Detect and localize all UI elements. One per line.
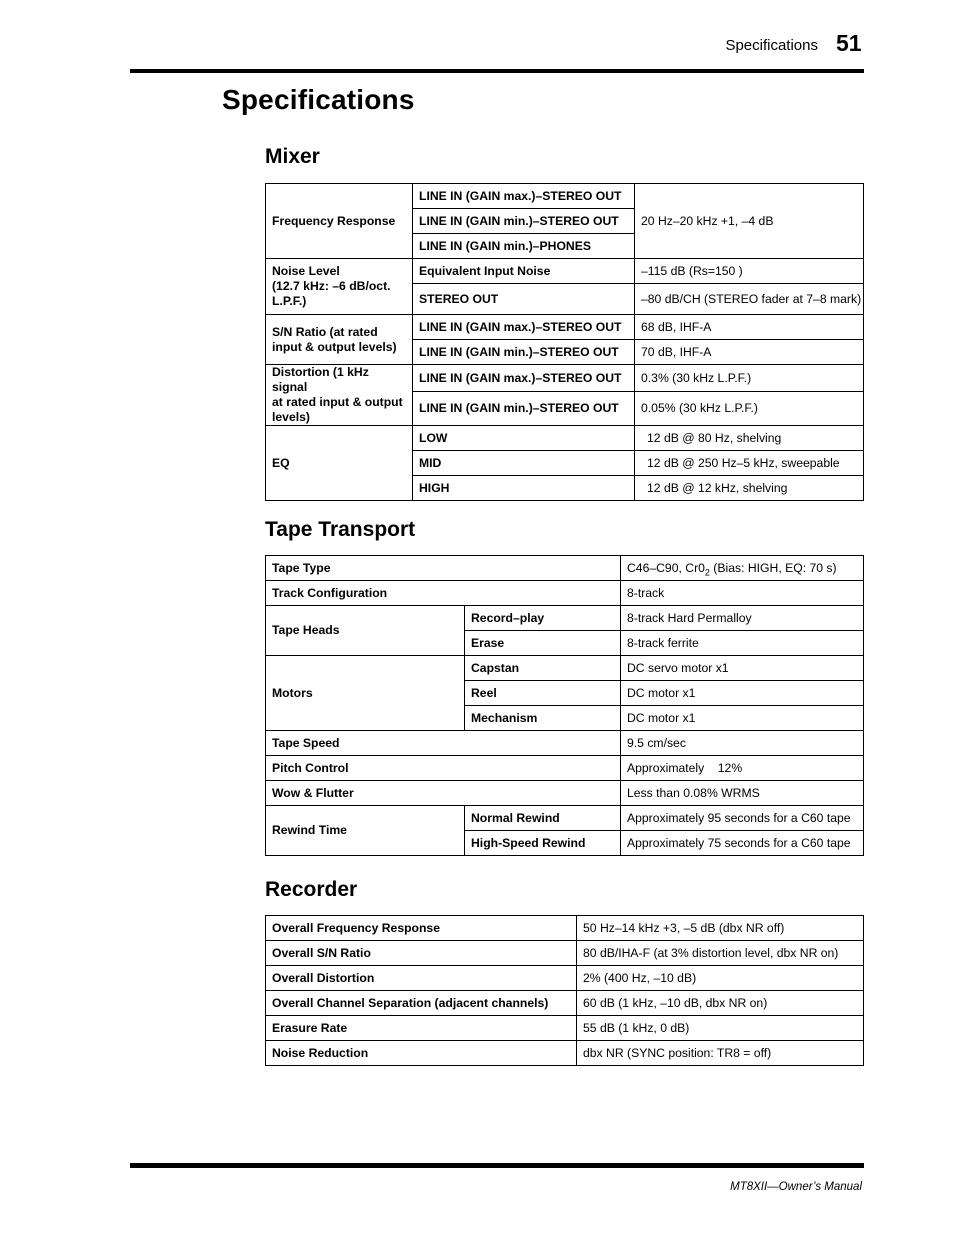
recorder-spec-label: Noise Reduction [266,1041,577,1066]
mixer-eq-value: 12 dB @ 80 Hz, shelving [635,426,864,451]
recorder-spec-label: Overall Frequency Response [266,916,577,941]
motors-item: Capstan [465,656,621,681]
recorder-spec-value: 60 dB (1 kHz, –10 dB, dbx NR on) [577,991,864,1016]
recorder-spec-value: 55 dB (1 kHz, 0 dB) [577,1016,864,1041]
recorder-spec-label: Overall Distortion [266,966,577,991]
motors-value: DC servo motor x1 [621,656,864,681]
tape-type-label: Tape Type [266,556,621,581]
mixer-distortion-value: 0.3% (30 kHz L.P.F.) [635,365,864,392]
tape-speed-label: Tape Speed [266,731,621,756]
mixer-sn-value: 70 dB, IHF-A [635,340,864,365]
running-header-title: Specifications [725,37,818,54]
mixer-eq-band: MID [413,451,635,476]
motors-item: Reel [465,681,621,706]
mixer-sn-label: S/N Ratio (at rated input & output levels) [266,315,413,365]
wow-flutter-value: Less than 0.08% WRMS [621,781,864,806]
mixer-noise-value: –115 dB (Rs=150 ) [635,259,864,284]
mixer-distortion-condition: LINE IN (GAIN min.)–STEREO OUT [413,392,635,426]
recorder-spec-value: dbx NR (SYNC position: TR8 = off) [577,1041,864,1066]
motors-value: DC motor x1 [621,706,864,731]
motors-value: DC motor x1 [621,681,864,706]
motors-item: Mechanism [465,706,621,731]
wow-flutter-label: Wow & Flutter [266,781,621,806]
mixer-frequency-condition: LINE IN (GAIN min.)–PHONES [413,234,635,259]
mixer-eq-value: 12 dB @ 12 kHz, shelving [635,476,864,501]
mixer-sn-condition: LINE IN (GAIN max.)–STEREO OUT [413,315,635,340]
recorder-spec-value: 80 dB/IHA-F (at 3% distortion level, dbx NR on) [577,941,864,966]
mixer-heading: Mixer [265,145,320,168]
mixer-distortion-label: Distortion (1 kHz signal at rated input & output levels) [266,365,413,426]
rewind-time-label: Rewind Time [266,806,465,856]
mixer-table [265,183,864,501]
mixer-sn-condition: LINE IN (GAIN min.)–STEREO OUT [413,340,635,365]
mixer-distortion-condition: LINE IN (GAIN max.)–STEREO OUT [413,365,635,392]
tape-transport-table [265,555,864,856]
mixer-sn-value: 68 dB, IHF-A [635,315,864,340]
tape-speed-value: 9.5 cm/sec [621,731,864,756]
mixer-eq-label: EQ [266,426,413,501]
tape-type-value: C46–C90, $Cr0_2$ (Bias: HIGH, EQ: 70 s) [621,556,864,581]
rewind-mode: High-Speed Rewind [465,831,621,856]
footer-rule [130,1163,864,1168]
rewind-value: Approximately 75 seconds for a C60 tape [621,831,864,856]
recorder-spec-label: Overall S/N Ratio [266,941,577,966]
mixer-frequency-value: 20 Hz–20 kHz +1, –4 dB [635,184,864,259]
recorder-spec-label: Erasure Rate [266,1016,577,1041]
tape-heads-item: Record–play [465,606,621,631]
header-rule [130,69,864,73]
mixer-noise-condition: Equivalent Input Noise [413,259,635,284]
tape-heads-item: Erase [465,631,621,656]
recorder-spec-value: 2% (400 Hz, –10 dB) [577,966,864,991]
pitch-control-label: Pitch Control [266,756,621,781]
recorder-spec-label: Overall Channel Separation (adjacent channels) [266,991,577,1016]
rewind-mode: Normal Rewind [465,806,621,831]
footer-manual-title: MT8XII—Owner’s Manual [730,1181,862,1193]
page-number: 51 [836,30,862,56]
mixer-frequency-label: Frequency Response [266,184,413,259]
mixer-noise-condition: STEREO OUT [413,284,635,315]
motors-label: Motors [266,656,465,731]
tape-heads-label: Tape Heads [266,606,465,656]
recorder-heading: Recorder [265,878,358,901]
recorder-spec-value: 50 Hz–14 kHz +3, –5 dB (dbx NR off) [577,916,864,941]
mixer-eq-band: HIGH [413,476,635,501]
tape-heads-value: 8-track Hard Permalloy [621,606,864,631]
mixer-frequency-condition: LINE IN (GAIN max.)–STEREO OUT [413,184,635,209]
track-configuration-value: 8-track [621,581,864,606]
rewind-value: Approximately 95 seconds for a C60 tape [621,806,864,831]
mixer-eq-band: LOW [413,426,635,451]
recorder-table [265,915,864,1066]
mixer-noise-value: –80 dB/CH (STEREO fader at 7–8 mark) [635,284,864,315]
tape-transport-heading: Tape Transport [265,518,416,541]
page-title: Specifications [222,84,415,115]
mixer-eq-value: 12 dB @ 250 Hz–5 kHz, sweepable [635,451,864,476]
track-configuration-label: Track Configuration [266,581,621,606]
mixer-distortion-value: 0.05% (30 kHz L.P.F.) [635,392,864,426]
mixer-noise-label: Noise Level (12.7 kHz: –6 dB/oct. L.P.F.) [266,259,413,315]
pitch-control-value: Approximately 12% [621,756,864,781]
mixer-frequency-condition: LINE IN (GAIN min.)–STEREO OUT [413,209,635,234]
tape-heads-value: 8-track ferrite [621,631,864,656]
